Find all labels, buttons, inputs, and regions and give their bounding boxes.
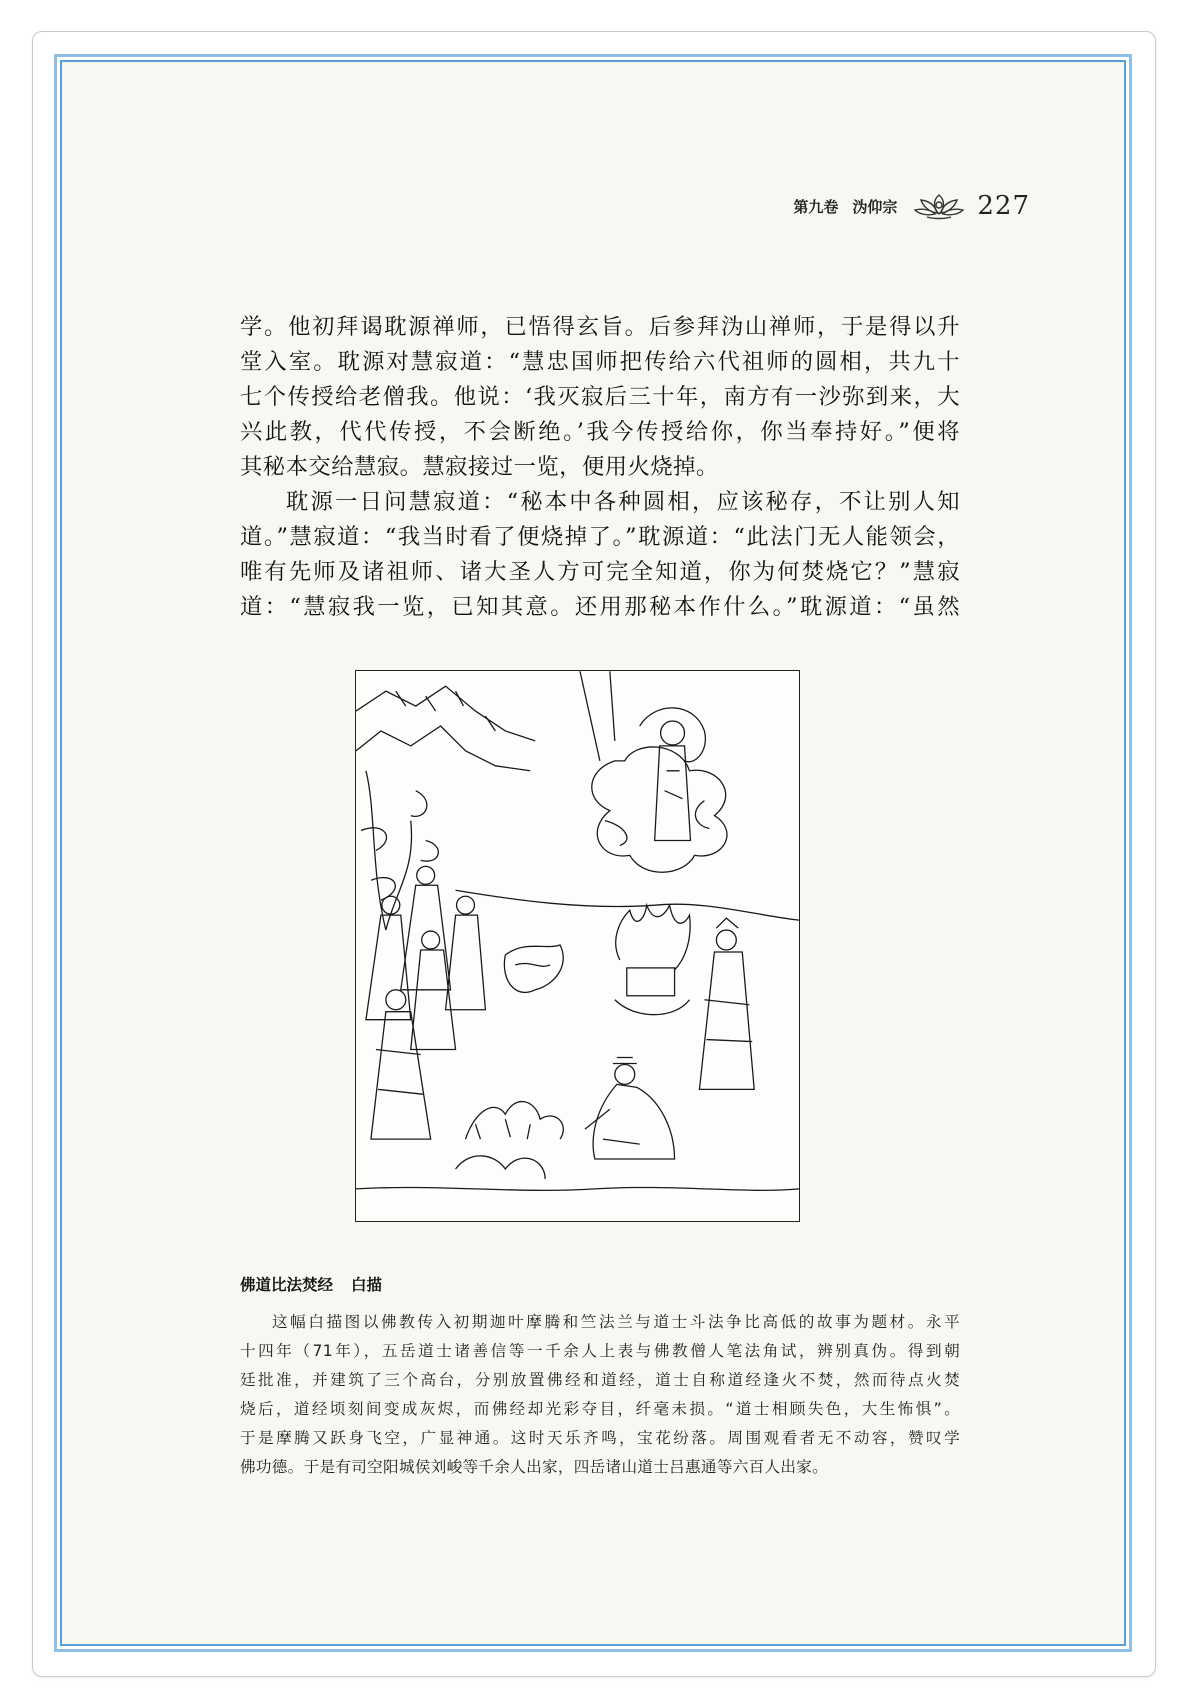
caption-line: 廷批准，并建筑了三个高台，分别放置佛经和道经，道士自称道经逢火不焚，然而待点火焚	[240, 1371, 960, 1389]
caption-line: 佛功德。于是有司空阳城侯刘峻等千余人出家，四岳诸山道士吕惠通等六百人出家。	[240, 1458, 829, 1476]
caption-line: 烧后，道经顷刻间变成灰烬，而佛经却光彩夺目，纤毫未损。“道士相顾失色，大生怖惧”。	[240, 1400, 960, 1418]
lotus-icon	[913, 192, 965, 220]
text-line: 学。他初拜谒耽源禅师，已悟得玄旨。后参拜沩山禅师，于是得以升	[240, 314, 960, 340]
text-line: 其秘本交给慧寂。慧寂接过一览，便用火烧掉。	[240, 454, 719, 480]
caption-title-text: 佛道比法焚经	[240, 1276, 334, 1294]
text-line: 兴此教，代代传授，不会断绝。’我今传授给你，你当奉持好。”便将	[240, 419, 960, 445]
caption-line: 十四年（71年），五岳道士诸善信等一千余人上表与佛教僧人笔法角试，辨别真伪。得到朝	[240, 1342, 960, 1360]
caption-body	[240, 1308, 960, 1482]
caption-line: 于是摩腾又跃身飞空，广显神通。这时天乐齐鸣，宝花纷落。周围观看者无不动容，赞叹学	[240, 1429, 960, 1447]
main-text	[240, 310, 960, 625]
caption-medium: 白描	[351, 1276, 383, 1294]
text-line: 唯有先师及诸祖师、诸大圣人方可完全知道，你为何焚烧它？”慧寂	[240, 559, 960, 585]
text-line: 道。”慧寂道：“我当时看了便烧掉了。”耽源道：“此法门无人能领会，	[240, 524, 960, 550]
text-line: 耽源一日问慧寂道：“秘本中各种圆相，应该秘存，不让别人知	[286, 489, 960, 515]
text-line: 堂入室。耽源对慧寂道：“慧忠国师把传给六代祖师的圆相，共九十	[240, 349, 960, 375]
illustration-drawing	[356, 671, 799, 1221]
text-line: 道：“慧寂我一览，已知其意。还用那秘本作什么。”耽源道：“虽然	[240, 594, 960, 620]
chapter-label: 沩仰宗	[852, 197, 898, 216]
caption-line: 这幅白描图以佛教传入初期迦叶摩腾和竺法兰与道士斗法争比高低的故事为题材。永平	[272, 1313, 960, 1331]
line-drawing-illustration	[355, 670, 800, 1222]
running-header	[700, 186, 1030, 226]
text-line: 七个传授给老僧我。他说：‘我灭寂后三十年，南方有一沙弥到来，大	[240, 384, 960, 410]
page-number: 227	[977, 191, 1030, 221]
volume-label: 第九卷	[793, 197, 839, 216]
caption-title	[240, 1273, 382, 1295]
